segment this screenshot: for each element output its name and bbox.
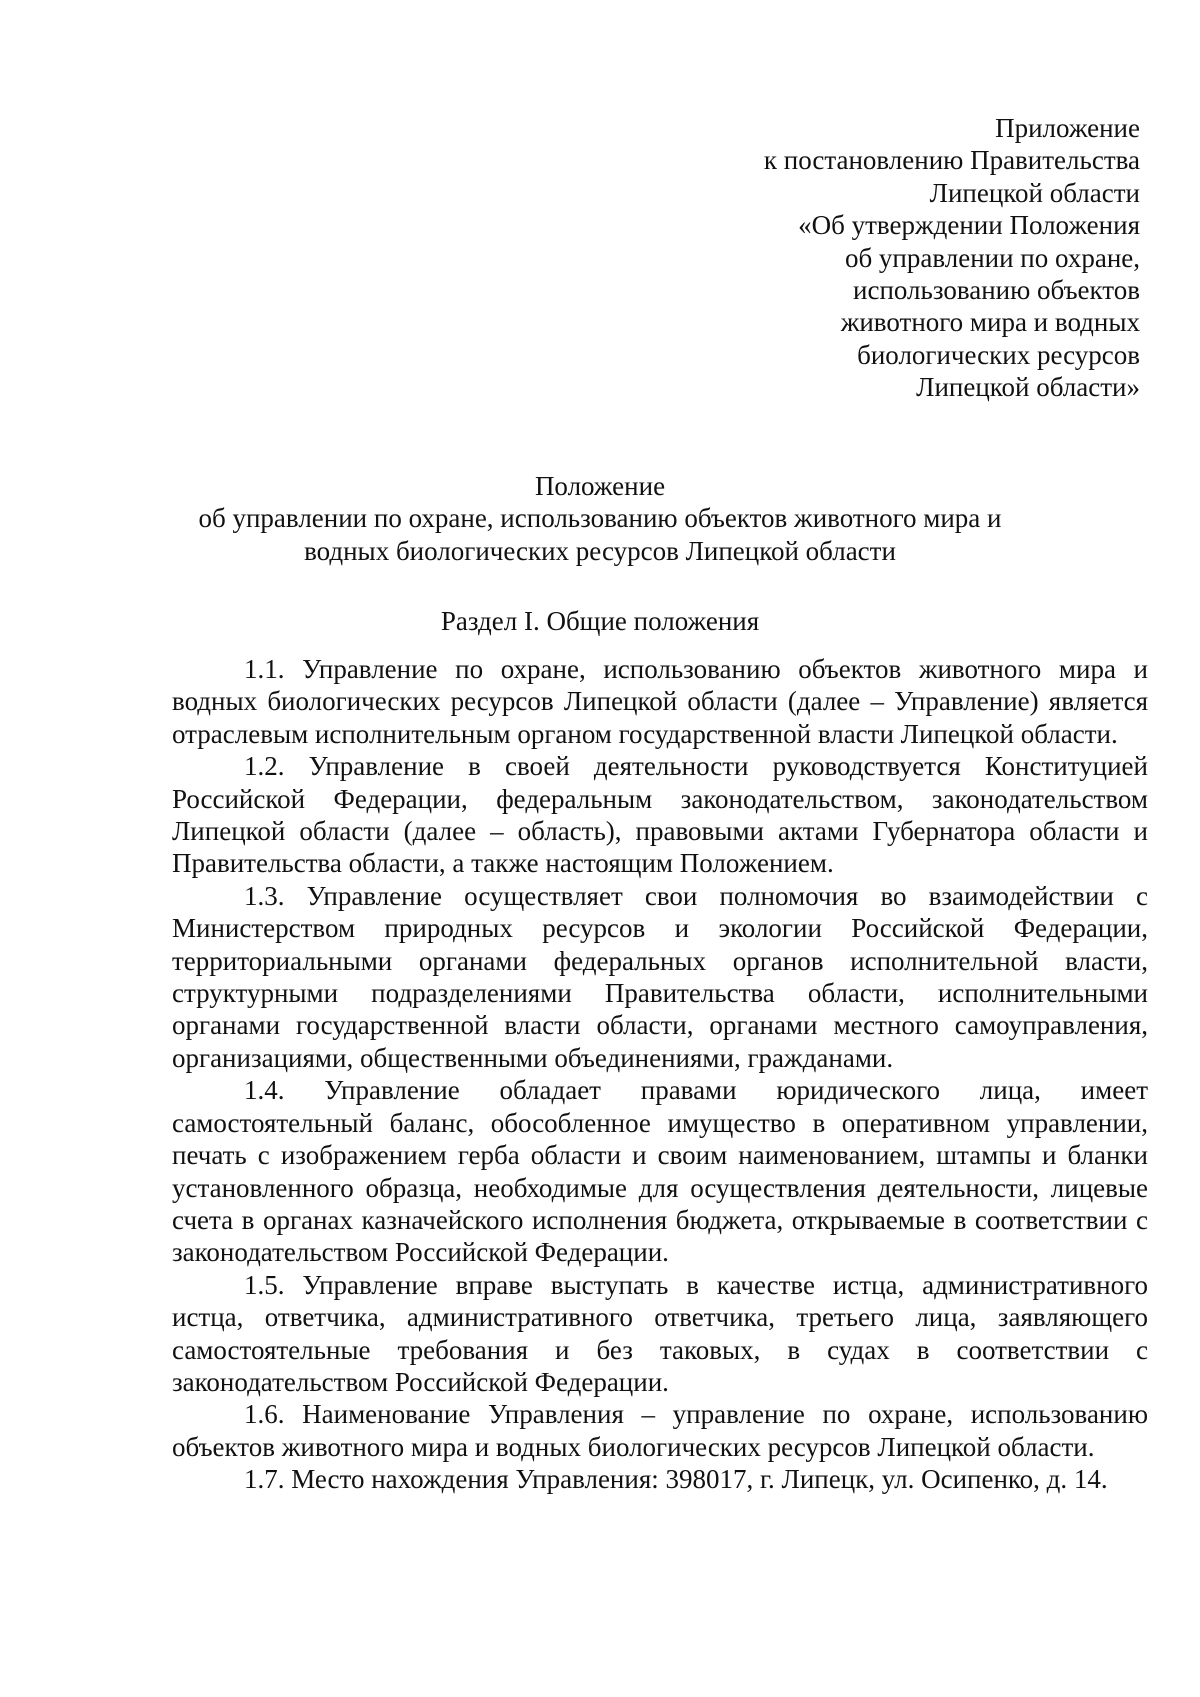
document-subtitle-line: водных биологических ресурсов Липецкой области [304,535,896,566]
section-heading: Раздел I. Общие положения [440,606,760,636]
document-subtitle-line: об управлении по охране, использованию объектов животного мира и [198,503,1002,534]
paragraph-1-5: 1.5. Управление вправе выступать в качестве истца, административного истца, ответчика, административного ответчика, третьего лица, заявляющего самостоятельные требования и без таковых, в судах в соответствии с законодательством Российской Федерации. [172,1269,1148,1397]
appendix-line: к постановлению Правительства [763,145,1140,176]
appendix-line: Липецкой области» [916,372,1140,403]
appendix-line: «Об утверждении Положения [798,210,1140,241]
document-title-block [130,470,1070,567]
paragraph-1-7: 1.7. Место нахождения Управления: 398017, г. Липецк, ул. Осипенко, д. 14. [244,1464,1108,1495]
paragraph-1-3: 1.3. Управление осуществляет свои полномочия во взаимодействии с Министерством природных ресурсов и экологии Российской Федерации, территориальными органами федеральных органов исполнительной власти, структурными подразделениями Правительства области, исполнительными органами государственной власти области, органами местного самоуправления, организациями, общественными объединениями, гражданами. [172,880,1148,1073]
appendix-line: об управлении по охране, [844,242,1140,273]
paragraph-1-2: 1.2. Управление в своей деятельности руководствуется Конституцией Российской Федерации, федеральным законодательством, законодательством Липецкой области (далее – область), правовыми актами Губернатора области и Правительства области, а также настоящим Положением. [172,751,1148,879]
paragraph-1-4: 1.4. Управление обладает правами юридического лица, имеет самостоятельный баланс, обособленное имущество в оперативном управлении, печать с изображением герба области и своим наименованием, штампы и бланки установленного образца, необходимые для осуществления деятельности, лицевые счета в органах казначейского исполнения бюджета, открываемые в соответствии с законодательством Российской Федерации. [172,1075,1148,1268]
appendix-line: использованию объектов [853,275,1140,306]
document-title: Положение [534,471,666,501]
appendix-line: Липецкой области [929,177,1140,208]
paragraph-1-1: 1.1. Управление по охране, использованию объектов животного мира и водных биологических ресурсов Липецкой области (далее – Управление) является отраслевым исполнительным органом государственной власти Липецкой области. [172,654,1148,749]
appendix-block [620,112,1140,404]
appendix-line: биологических ресурсов [857,339,1140,370]
section-body [172,653,1148,1496]
appendix-line: животного мира и водных [840,307,1140,338]
paragraph-1-6: 1.6. Наименование Управления – управление по охране, использованию объектов животного мира и водных биологических ресурсов Липецкой области. [172,1399,1148,1462]
appendix-line: Приложение [995,113,1140,143]
